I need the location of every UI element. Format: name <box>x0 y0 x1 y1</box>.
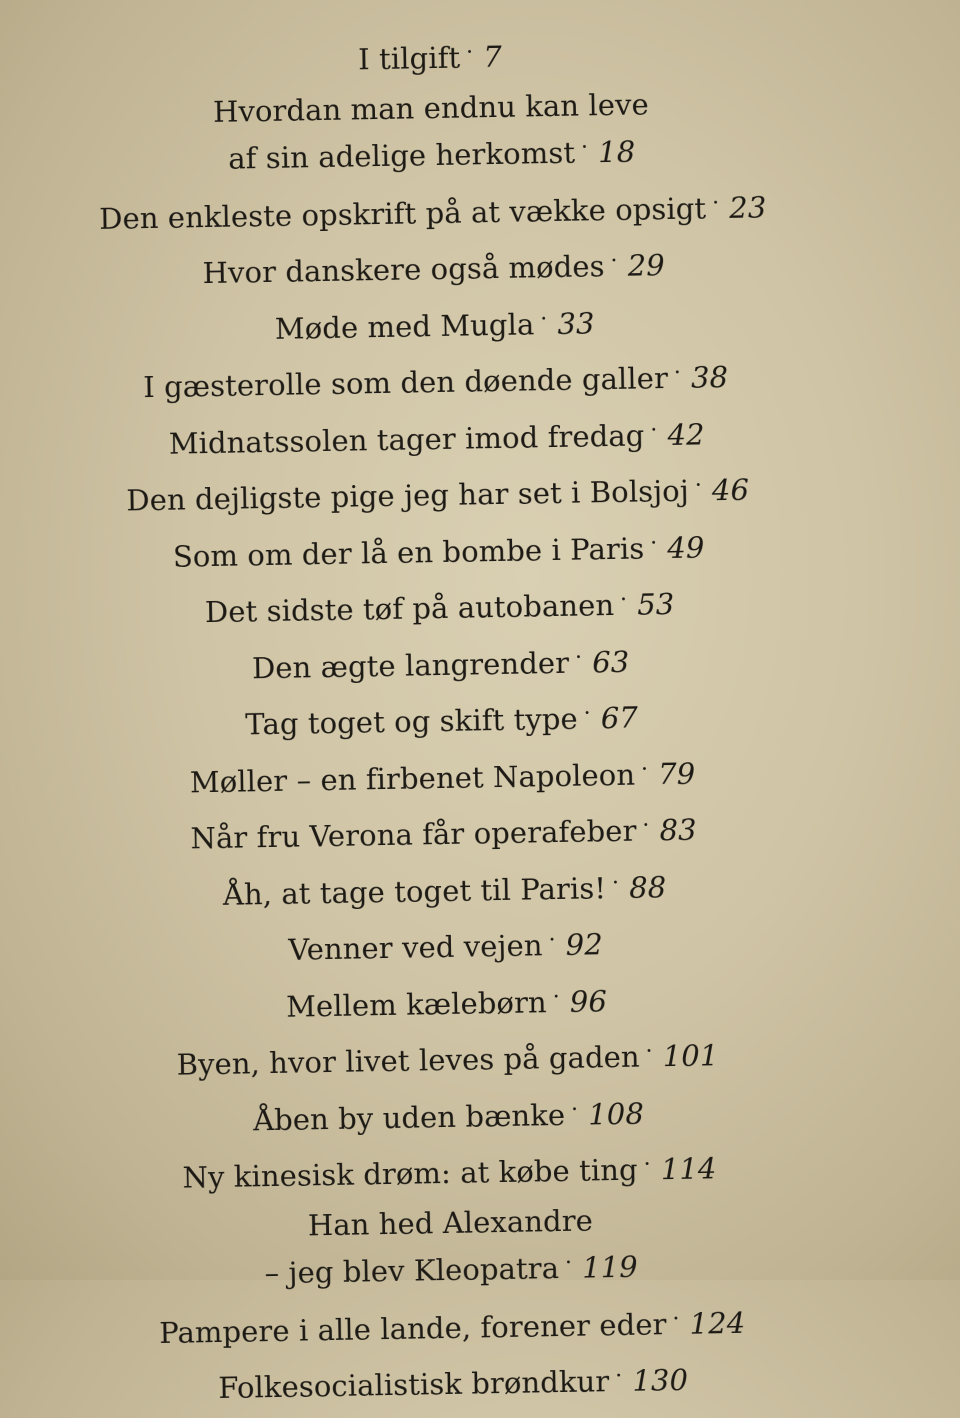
page-number: 79 <box>657 756 696 791</box>
page-number: 124 <box>689 1305 746 1341</box>
toc-entry <box>10 1192 892 1305</box>
page-number: 18 <box>597 134 636 169</box>
separator: · <box>673 360 682 386</box>
separator: · <box>465 40 474 66</box>
separator: · <box>645 1039 653 1065</box>
page-number: 119 <box>581 1249 639 1285</box>
entry-title: Tag toget og skift type <box>244 701 579 742</box>
table-of-contents <box>0 20 894 1418</box>
entry-title: Hvor danskere også mødes <box>202 249 605 291</box>
entry-title: Mellem kælebørn <box>285 984 548 1024</box>
separator: · <box>610 248 618 274</box>
page-number: 114 <box>660 1151 717 1187</box>
separator: · <box>548 928 556 954</box>
page-number: 92 <box>565 927 604 962</box>
entry-title: Åben by uden bænke <box>252 1097 566 1137</box>
separator: · <box>574 645 583 671</box>
separator: · <box>640 756 649 783</box>
separator: · <box>642 813 650 839</box>
entry-title: I gæsterolle som den døende galler <box>142 360 669 405</box>
page-number: 38 <box>690 359 729 395</box>
entry-title: Møde med Mugla <box>274 306 535 346</box>
separator: · <box>619 587 628 613</box>
entry-title: Det sidste tøf på autobanen <box>204 587 615 630</box>
separator: · <box>583 701 591 727</box>
entry-title: Den dejligste pige jeg har set i Bolsjoj <box>126 473 690 518</box>
entry-title-line1: Han hed Alexandre <box>307 1202 594 1242</box>
page-number: 23 <box>728 189 767 225</box>
separator: · <box>540 306 548 332</box>
page-number: 29 <box>627 248 666 283</box>
separator: · <box>672 1306 680 1332</box>
separator: · <box>611 870 620 896</box>
entry-title: af sin adelige herkomst <box>227 135 576 176</box>
entry-title: – jeg blev Kleopatra <box>264 1250 560 1290</box>
entry-title: Når fru Verona får operafeber <box>190 813 637 856</box>
entry-title: Venner ved vejen <box>288 928 543 967</box>
page-number: 88 <box>628 869 667 905</box>
page-number: 49 <box>667 529 705 565</box>
page-number: 101 <box>662 1038 719 1074</box>
separator: · <box>580 134 589 160</box>
entry-title: Ny kinesisk drøm: at købe ting <box>182 1152 638 1195</box>
page-number: 53 <box>636 586 675 622</box>
entry-title: Den ægte langrender <box>251 645 570 685</box>
separator: · <box>711 190 720 216</box>
page-number: 108 <box>587 1096 645 1131</box>
entry-title: Åh, at tage toget til Paris! <box>222 870 607 912</box>
page-number: 67 <box>600 700 639 736</box>
entry-title-line1: Hvordan man endnu kan leve <box>212 86 650 129</box>
entry-title: Som om der lå en bombe i Paris <box>172 530 645 574</box>
separator: · <box>650 417 658 443</box>
entry-title: Pampere i alle lande, forener eder <box>158 1306 667 1350</box>
entry-title: Den enkleste opskrift på at vække opsigt <box>98 190 707 236</box>
separator: · <box>694 473 703 499</box>
entry-title: Folkesocialistisk brøndkur <box>218 1364 610 1405</box>
page-number: 130 <box>632 1362 689 1398</box>
page-number: 46 <box>711 472 750 508</box>
entry-title: Byen, hvor livet leves på gaden <box>176 1039 640 1082</box>
separator: · <box>649 530 658 556</box>
separator: · <box>615 1363 623 1390</box>
entry-title: Møller – en firbenet Napoleon <box>189 757 636 799</box>
page-number: 33 <box>557 305 595 341</box>
page-number: 7 <box>483 39 503 75</box>
separator: · <box>552 984 560 1010</box>
page-number: 63 <box>591 644 630 679</box>
separator: · <box>570 1097 579 1123</box>
page-number: 42 <box>667 416 705 452</box>
toc-entry <box>0 77 872 190</box>
entry-title: I tilgift <box>357 40 461 77</box>
page-number: 96 <box>569 983 608 1019</box>
separator: · <box>643 1152 651 1178</box>
page-number: 83 <box>659 812 697 848</box>
separator: · <box>564 1250 573 1276</box>
entry-title: Midnatssolen tager imod fredag <box>168 417 645 461</box>
